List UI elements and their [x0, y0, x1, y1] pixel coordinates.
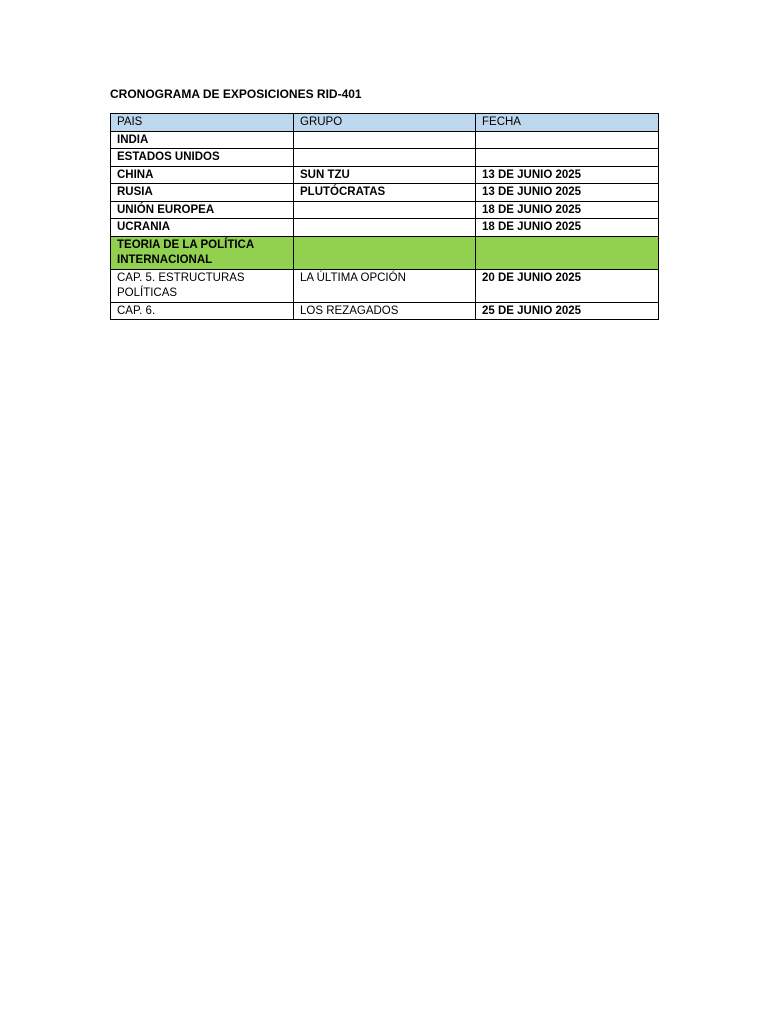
header-fecha: FECHA [476, 114, 659, 132]
cell-pais: UCRANIA [111, 219, 294, 237]
cell-pais: UNIÓN EUROPEA [111, 201, 294, 219]
table-row [111, 149, 659, 167]
cell-grupo [294, 219, 476, 237]
cell-grupo [294, 236, 476, 269]
cell-grupo: PLUTÓCRATAS [294, 184, 476, 202]
cell-pais: ESTADOS UNIDOS [111, 149, 294, 167]
cell-grupo [294, 149, 476, 167]
cell-fecha [476, 236, 659, 269]
cell-pais: INDIA [111, 131, 294, 149]
cell-fecha: 18 DE JUNIO 2025 [476, 219, 659, 237]
table-row [111, 131, 659, 149]
cell-pais: CAP. 6. [111, 302, 294, 320]
cell-fecha: 20 DE JUNIO 2025 [476, 269, 659, 302]
cell-fecha [476, 131, 659, 149]
cell-fecha: 18 DE JUNIO 2025 [476, 201, 659, 219]
cell-pais: CHINA [111, 166, 294, 184]
cell-grupo: LA ÚLTIMA OPCIÓN [294, 269, 476, 302]
header-pais: PAIS [111, 114, 294, 132]
cell-grupo [294, 201, 476, 219]
cell-fecha: 25 DE JUNIO 2025 [476, 302, 659, 320]
schedule-table [110, 113, 659, 320]
table-row [111, 219, 659, 237]
cell-pais: CAP. 5. ESTRUCTURAS POLÍTICAS [111, 269, 294, 302]
table-row [111, 269, 659, 302]
cell-grupo [294, 131, 476, 149]
table-header-row [111, 114, 659, 132]
table-row [111, 184, 659, 202]
table-row [111, 201, 659, 219]
cell-fecha: 13 DE JUNIO 2025 [476, 184, 659, 202]
cell-fecha: 13 DE JUNIO 2025 [476, 166, 659, 184]
table-section-row [111, 236, 659, 269]
cell-grupo: LOS REZAGADOS [294, 302, 476, 320]
cell-fecha [476, 149, 659, 167]
document-title: CRONOGRAMA DE EXPOSICIONES RID-401 [110, 87, 362, 101]
cell-section-title: TEORIA DE LA POLÍTICA INTERNACIONAL [111, 236, 294, 269]
header-grupo: GRUPO [294, 114, 476, 132]
table-row [111, 302, 659, 320]
cell-grupo: SUN TZU [294, 166, 476, 184]
table-row [111, 166, 659, 184]
cell-pais: RUSIA [111, 184, 294, 202]
